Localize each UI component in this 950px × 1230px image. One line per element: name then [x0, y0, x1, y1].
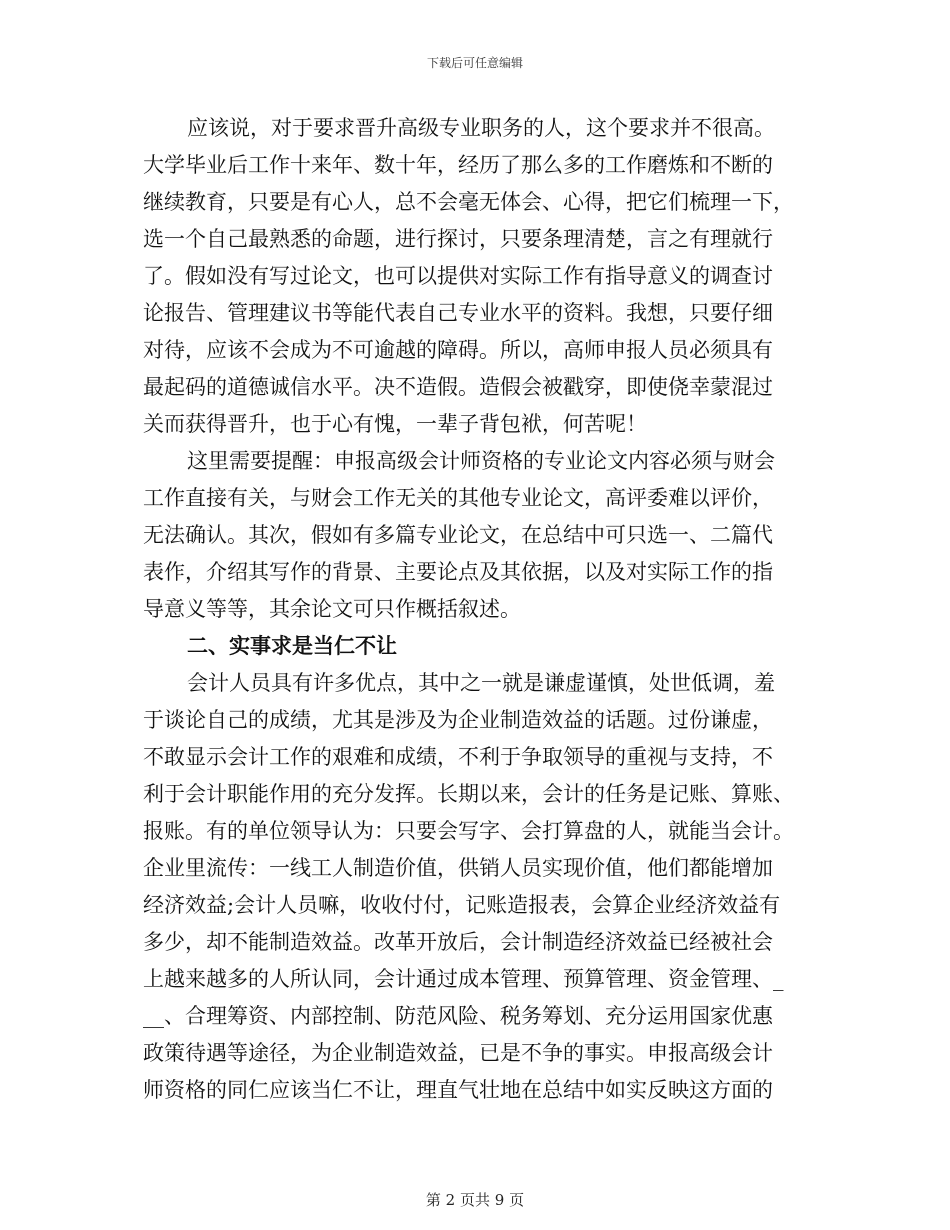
text-line: 对待，应该不会成为不可逾越的障碍。所以，高师申报人员必须具有: [143, 338, 773, 362]
text-line: 报账。有的单位领导认为：只要会写字、会打算盘的人，就能当会计。: [143, 819, 794, 843]
text-line: 导意义等等，其余论文可只作概括叙述。: [143, 597, 521, 621]
text-line: 政策待遇等途径，为企业制造效益，已是不争的事实。申报高级会计: [143, 1041, 773, 1065]
text-line: 了。假如没有写过论文，也可以提供对实际工作有指导意义的调查讨: [143, 264, 773, 288]
text-line: 选一个自己最熟悉的命题，进行探讨，只要条理清楚，言之有理就行: [143, 227, 773, 251]
text-line: 表作，介绍其写作的背景、主要论点及其依据，以及对实际工作的指: [143, 560, 773, 584]
text-line: 多少，却不能制造效益。改革开放后，会计制造经济效益已经被社会: [143, 930, 773, 954]
text-line: 这里需要提醒：申报高级会计师资格的专业论文内容必须与财会: [187, 449, 775, 473]
page-number: 第 2 页共 9 页: [425, 1191, 525, 1209]
text-line: 经济效益;会计人员嘛，收收付付，记账造报表，会算企业经济效益有: [143, 893, 781, 917]
text-line: __、合理筹资、内部控制、防范风险、税务筹划、充分运用国家优惠: [143, 1004, 773, 1028]
document-body: [143, 110, 811, 1109]
text-line: 最起码的道德诚信水平。决不造假。造假会被戳穿，即使侥幸蒙混过: [143, 375, 773, 399]
text-line: 关而获得晋升，也于心有愧，一辈子背包袱，何苦呢！: [143, 412, 647, 436]
text-line: 不敢显示会计工作的艰难和成绩，不利于争取领导的重视与支持，不: [143, 745, 773, 769]
text-line: 应该说，对于要求晋升高级专业职务的人，这个要求并不很高。: [187, 116, 775, 140]
text-line: 师资格的同仁应该当仁不让，理直气壮地在总结中如实反映这方面的: [143, 1078, 773, 1102]
text-line: 会计人员具有许多优点，其中之一就是谦虚谨慎，处世低调，羞: [187, 671, 775, 695]
section-heading: 二、实事求是当仁不让: [187, 634, 397, 658]
text-line: 工作直接有关，与财会工作无关的其他专业论文，高评委难以评价，: [143, 486, 773, 510]
text-line: 无法确认。其次，假如有多篇专业论文，在总结中可只选一、二篇代: [143, 523, 773, 547]
text-line: 于谈论自己的成绩，尤其是涉及为企业制造效益的话题。过份谦虚，: [143, 708, 773, 732]
page-header: 下载后可任意编辑: [426, 56, 523, 70]
text-line: 论报告、管理建议书等能代表自己专业水平的资料。我想，只要仔细: [143, 301, 773, 325]
text-line: 利于会计职能作用的充分发挥。长期以来，会计的任务是记账、算账、: [143, 782, 794, 806]
text-line: 大学毕业后工作十来年、数十年，经历了那么多的工作磨炼和不断的: [143, 153, 773, 177]
text-line: 上越来越多的人所认同，会计通过成本管理、预算管理、资金管理、_: [143, 967, 784, 991]
text-line: 企业里流传：一线工人制造价值，供销人员实现价值，他们都能增加: [143, 856, 773, 880]
text-line: 继续教育，只要是有心人，总不会毫无体会、心得，把它们梳理一下，: [143, 190, 794, 214]
